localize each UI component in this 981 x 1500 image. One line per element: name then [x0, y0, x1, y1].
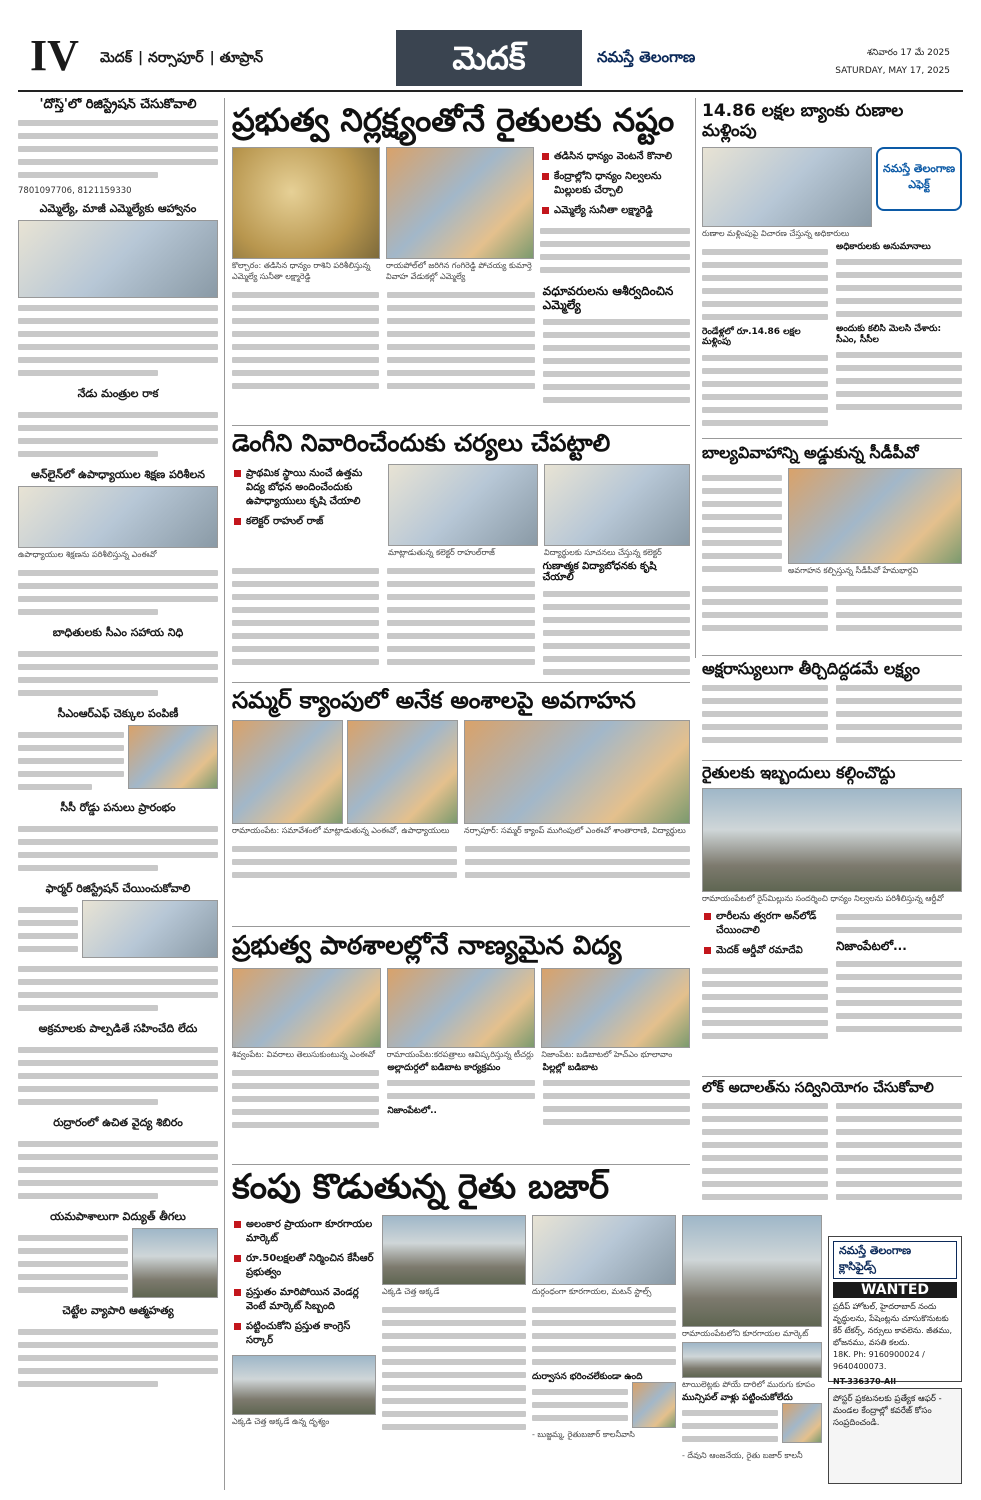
ad-phones: 18K. Ph: 9160900024 / 9640400073. [833, 1350, 925, 1371]
section-divider [232, 682, 690, 683]
story-dengue-photo-collector [388, 464, 538, 546]
section-divider [232, 926, 690, 927]
left-item-head: అక్రమాలకు పాల్పడితే సహించేది లేదు [38, 1021, 198, 1035]
section-divider [702, 1076, 962, 1077]
section-divider [702, 438, 962, 439]
story-govt-school-caption: నిజాంపేట: బడిబాటలో హెచ్‌ఎం భూలావాం [541, 1049, 673, 1059]
story-farmers [702, 764, 962, 1072]
story-govt-school-subhead: పిల్లల్లో బడిబాట [542, 1062, 598, 1073]
story-main-photo-grain [232, 147, 380, 259]
story-bazaar-photo-trash [382, 1215, 526, 1285]
story-bazaar-photo-stalls [532, 1215, 676, 1285]
story-dengue-caption: విద్యార్థులకు సూచనలు చేస్తున్న కలెక్టర్ [544, 547, 662, 557]
section-divider [232, 1164, 690, 1165]
story-summer-camp-photo [464, 720, 690, 824]
story-farmers-bullet: మెదక్ ఆర్డీవో రమాదేవి [702, 941, 828, 961]
story-bazaar-bullet: అలంకార ప్రాయంగా కూరగాయల మార్కెట్ [232, 1215, 376, 1249]
story-bazaar-photo-person [632, 1382, 676, 1428]
story-dengue-caption: మాట్లాడుతున్న కలెక్టర్ రాహుల్‌రాజ్ [388, 547, 495, 557]
story-govt-school-photo [541, 968, 690, 1048]
story-bazaar-bullet: ప్రస్తుతం మారిపోయిన వెండర్ల వెంటే మార్కెట్ సిబ్బంది [232, 1283, 376, 1317]
dateline [800, 44, 950, 80]
story-main-headline: ప్రభుత్వ నిర్లక్ష్యంతోనే రైతులకు నష్టం [232, 102, 675, 139]
story-bazaar-subhead: దుర్వాసన భరించలేకుండా ఉంది [532, 1372, 643, 1383]
left-caption-training: ఉపాధ్యాయుల శిక్షణను పరిశీలిస్తున్న ఎంఈవో [18, 549, 157, 559]
edition-toopran[interactable]: తూప్రాన్ [219, 50, 264, 66]
story-bazaar-caption: టాయిలెట్లకు పోయే దారిలో మురుగు కూపం [682, 1380, 815, 1390]
story-literacy-headline: అక్షరాస్యులుగా తీర్చిదిద్దడమే లక్ష్యం [702, 660, 920, 678]
story-dengue-bullet: కలెక్టర్ రాహుల్ రాజ్ [232, 512, 382, 532]
story-govt-school-photo [387, 968, 536, 1048]
edition-list: మెదక్ | నర్సాపూర్ | తూప్రాన్ [100, 50, 264, 66]
story-literacy [702, 660, 962, 756]
ad-text: ప్రదీప్ హోటల్, హైదరాబాద్ నందు వృద్ధులను, పేషెంట్లను చూసుకొనుటకు కేర్ టేకర్స్, నర్సులు కావలెను. జీతము, భోజనము, వసతి కలదు. [833, 1302, 953, 1347]
story-summer-camp-photo [347, 720, 458, 824]
story-govt-school-subhead: నిజాంపేటలో.. [387, 1106, 437, 1117]
story-bazaar-bullet: రూ.50లక్షలతో నిర్మించిన కేసీఆర్ ప్రభుత్వం [232, 1249, 376, 1283]
left-item-head: యమపాశాలుగా విద్యుత్ తీగలు [50, 1209, 186, 1223]
story-bazaar-bullets [232, 1215, 376, 1351]
story-main [232, 102, 690, 420]
story-bazaar-caption: రామాయంపేటలోని కూరగాయల మార్కెట్ [682, 1329, 809, 1339]
left-lead-body [18, 113, 218, 185]
story-loan-subhead: అందుకు కలిసి మెలసి చేశారు: సీఎం, సీసీల [836, 324, 942, 345]
story-bazaar-photo-drain [682, 1342, 822, 1378]
left-photo-training [18, 486, 218, 548]
story-govt-school-caption: శివ్వంపేట: వివరాలు తెలుసుకుంటున్న ఎంఈవో [232, 1049, 375, 1059]
story-farmers-bullet: లారీలను త్వరగా అన్‌లోడ్ చేయించాలి [702, 907, 828, 941]
story-dengue-subhead: గుణాత్మక విద్యాబోధనకు కృషి చేయాలి [542, 560, 657, 584]
left-column [18, 98, 218, 1490]
date-english: SATURDAY, MAY 17, 2025 [835, 66, 950, 76]
story-child-marriage-caption: అవగాహన కల్పిస్తున్న సీడీపీవో హేమభార్గవి [788, 566, 919, 576]
column-divider [224, 98, 225, 1490]
story-bazaar-caption: ఎక్కడి చెత్త అక్కడే ఉన్న దృశ్యం [232, 1417, 330, 1427]
story-summer-camp-headline: సమ్మర్ క్యాంపులో అనేక అంశాలపై అవగాహన [232, 688, 636, 714]
section-divider [702, 655, 962, 656]
story-bazaar-photo-market [682, 1215, 822, 1327]
story-govt-school-photo [232, 968, 381, 1048]
story-bazaar-quote-credit: - దేవుని ఆంజనేయ, రైతు బజార్ కాలనీ [682, 1451, 803, 1461]
story-govt-school [232, 932, 690, 1158]
left-lead-phones: 7801097706, 8121159330 [18, 185, 132, 196]
notice-box [828, 1388, 962, 1484]
story-bazaar-photo-garbage [232, 1355, 376, 1415]
story-child-marriage [702, 444, 962, 650]
story-summer-camp-caption: నర్సాపూర్: సమ్మర్ క్యాంప్ ముగింపులో ఎంఈవో శాంతారాణి, విద్యార్థులు [464, 826, 686, 836]
left-photo-farmer-reg [82, 900, 218, 958]
story-farmers-headline: రైతులకు ఇబ్బందులు కల్గించొద్దు [702, 764, 896, 782]
story-govt-school-subhead: అల్లాదుర్గలో బడిబాట కార్యక్రమం [387, 1062, 501, 1073]
story-farmers-photo [702, 788, 962, 892]
left-item-head: రుద్రారంలో ఉచిత వైద్య శిబిరం [53, 1115, 183, 1129]
left-item-head: నేడు మంత్రుల రాక [77, 386, 159, 400]
section-divider [232, 425, 690, 426]
story-summer-camp-caption: రామాయంపేట: సమావేశంలో మాట్లాడుతున్న ఎంఈవో, ఉపాధ్యాయులు [232, 826, 450, 836]
story-dengue [232, 430, 690, 678]
ad-code: NT-336370-AII [833, 1377, 897, 1386]
section-divider [702, 760, 962, 761]
story-summer-camp-photo [232, 720, 343, 824]
left-item-head: చెట్టేల వ్యాపారి ఆత్మహత్య [62, 1303, 174, 1317]
left-item-head: ఫార్మర్ రిజిస్ట్రేషన్ చేయించుకోవాలి [45, 881, 191, 895]
effect-badge: నమస్తే తెలంగాణ ఎఫెక్ట్ [876, 147, 962, 211]
story-farmers-subhead: నిజాంపేటలో... [836, 939, 907, 954]
story-loan-headline: 14.86 లక్షల బ్యాంకు రుణాల మళ్లింపు [702, 102, 904, 141]
left-item-head: ఆన్‌లైన్‌లో ఉపాధ్యాయుల శిక్షణ పరిశీలన [31, 467, 205, 481]
masthead [0, 0, 981, 92]
story-dengue-photo-students [544, 464, 690, 546]
story-bazaar-caption: ఎక్కడి చెత్త అక్కడే [382, 1287, 440, 1297]
left-item-head: సీసీ రోడ్డు పనులు ప్రారంభం [60, 800, 176, 814]
edition-narsapur[interactable]: నర్సాపూర్ [148, 50, 204, 66]
story-govt-school-headline: ప్రభుత్వ పాఠశాలల్లోనే నాణ్యమైన విద్య [232, 932, 622, 961]
left-lead-headline: 'దోస్త్'లో రిజిస్ట్రేషన్ చేసుకోవాలి [39, 98, 197, 112]
left-photo-wires [132, 1228, 218, 1298]
left-photo-cmrf [128, 725, 218, 789]
ad-wanted-label: WANTED [833, 1282, 957, 1298]
date-telugu: శనివారం 17 మే 2025 [866, 48, 950, 58]
story-bazaar-subhead: మున్సిపల్ వాళ్లు పట్టించుకోలేదు [682, 1393, 793, 1404]
classified-ad [828, 1236, 962, 1386]
story-summer-camp [232, 688, 690, 920]
story-main-caption: రాయపోల్‌లో జరిగిన గంగిరెడ్డి పోచయ్య కుమార్తె వివాహ వేడుకల్లో ఎమ్మెల్యే [386, 260, 532, 281]
story-main-photo-wedding [386, 147, 534, 259]
story-bazaar-headline: కంపు కొడుతున్న రైతు బజార్ [232, 1168, 610, 1207]
left-photo-invite [18, 220, 218, 298]
left-item-head: బాధితులకు సీఎం సహాయ నిధి [52, 625, 184, 639]
story-main-bullet: తడిసిన ధాన్యం వెంటనే కొనాలి [540, 147, 690, 167]
story-loan [702, 102, 962, 432]
story-farmers-bullets [702, 907, 828, 961]
story-bazaar-bullet: పట్టించుకోని ప్రస్తుత కాంగ్రెస్ సర్కార్ [232, 1317, 376, 1351]
story-loan-subhead: అధికారులకు అనుమానాలు [836, 242, 931, 253]
story-main-bullet: ఎమ్మెల్యే సునీతా లక్ష్మారెడ్డి [540, 201, 690, 221]
story-main-bullet: కేంద్రాల్లోని ధాన్యం నిల్వలను మిల్లులకు చేర్చాలి [540, 167, 690, 201]
story-child-marriage-headline: బాల్యవివాహాన్ని అడ్డుకున్న సీడీపీవో [702, 444, 919, 462]
story-bazaar-quote-credit: - బుజ్జమ్మ, రైతుబజార్ కాలనీవాసి [532, 1430, 635, 1440]
story-loan-caption: రుణాల మళ్లింపుపై విచారణ చేస్తున్న అధికారులు [702, 229, 850, 239]
left-item-head: సీఎంఆర్‌ఎఫ్ చెక్కుల పంపిణీ [57, 706, 179, 720]
story-dengue-bullet: ప్రాథమిక స్థాయి నుంచే ఉత్తమ విద్య బోధన అందించేందుకు ఉపాధ్యాయులు కృషి చేయాలి [232, 464, 382, 512]
story-govt-school-caption: రామాయంపేట:కరపత్రాలు ఆవిష్కరిస్తున్న టీచర్లు [386, 1049, 534, 1059]
story-lok-adalat-headline: లోక్ అదాలత్‌ను సద్వినియోగం చేసుకోవాలి [702, 1080, 934, 1096]
story-main-caption: కొల్చారం: తడిసిన ధాన్యం రాశిని పరిశీలిస్తున్న ఎమ్మెల్యే సునీతా లక్ష్మారెడ్డి [232, 260, 371, 281]
story-child-marriage-photo [788, 468, 962, 564]
story-dengue-bullets [232, 464, 382, 532]
column-divider [695, 98, 696, 658]
story-loan-subhead: రెండేళ్లలో రూ.14.86 లక్షల మళ్లింపు [702, 327, 801, 348]
section-title: మెదక్ [396, 30, 582, 86]
masthead-rule [18, 90, 963, 92]
notice-text: పోస్టర్ ప్రకటనలకు ప్రత్యేక ఆఫర్ - మండల కేంద్రాల్లో కవరేజ్ కోసం సంప్రదించండి. [833, 1394, 942, 1428]
classifieds-logo: నమస్తే తెలంగాణ క్లాసిఫైడ్స్ [833, 1241, 957, 1279]
story-main-subhead: వధూవరులను ఆశీర్వదించిన ఎమ్మెల్యే [542, 283, 674, 312]
story-bazaar [232, 1168, 822, 1492]
story-bazaar-photo-person [782, 1403, 822, 1443]
story-farmers-caption: రామాయంపేటలో రైస్‌మిల్లును సందర్శించి ధాన్యం నిల్వలను పరిశీలిస్తున్న ఆర్డీవో [702, 894, 944, 904]
left-item-head: ఎమ్మెల్యే, మాజీ ఎమ్మెల్యేకు ఆహ్వానం [39, 201, 197, 215]
story-loan-photo [702, 147, 872, 227]
paper-name: నమస్తే తెలంగాణ [597, 48, 696, 66]
edition-medak[interactable]: మెదక్ [100, 50, 133, 66]
story-bazaar-caption: దుర్గంధంగా కూరగాయల, మటన్ స్టాల్స్ [532, 1287, 652, 1297]
page-number: IV [30, 31, 79, 80]
story-main-bullets [540, 147, 690, 221]
story-dengue-headline: డెంగీని నివారించేందుకు చర్యలు చేపట్టాలి [232, 430, 611, 457]
